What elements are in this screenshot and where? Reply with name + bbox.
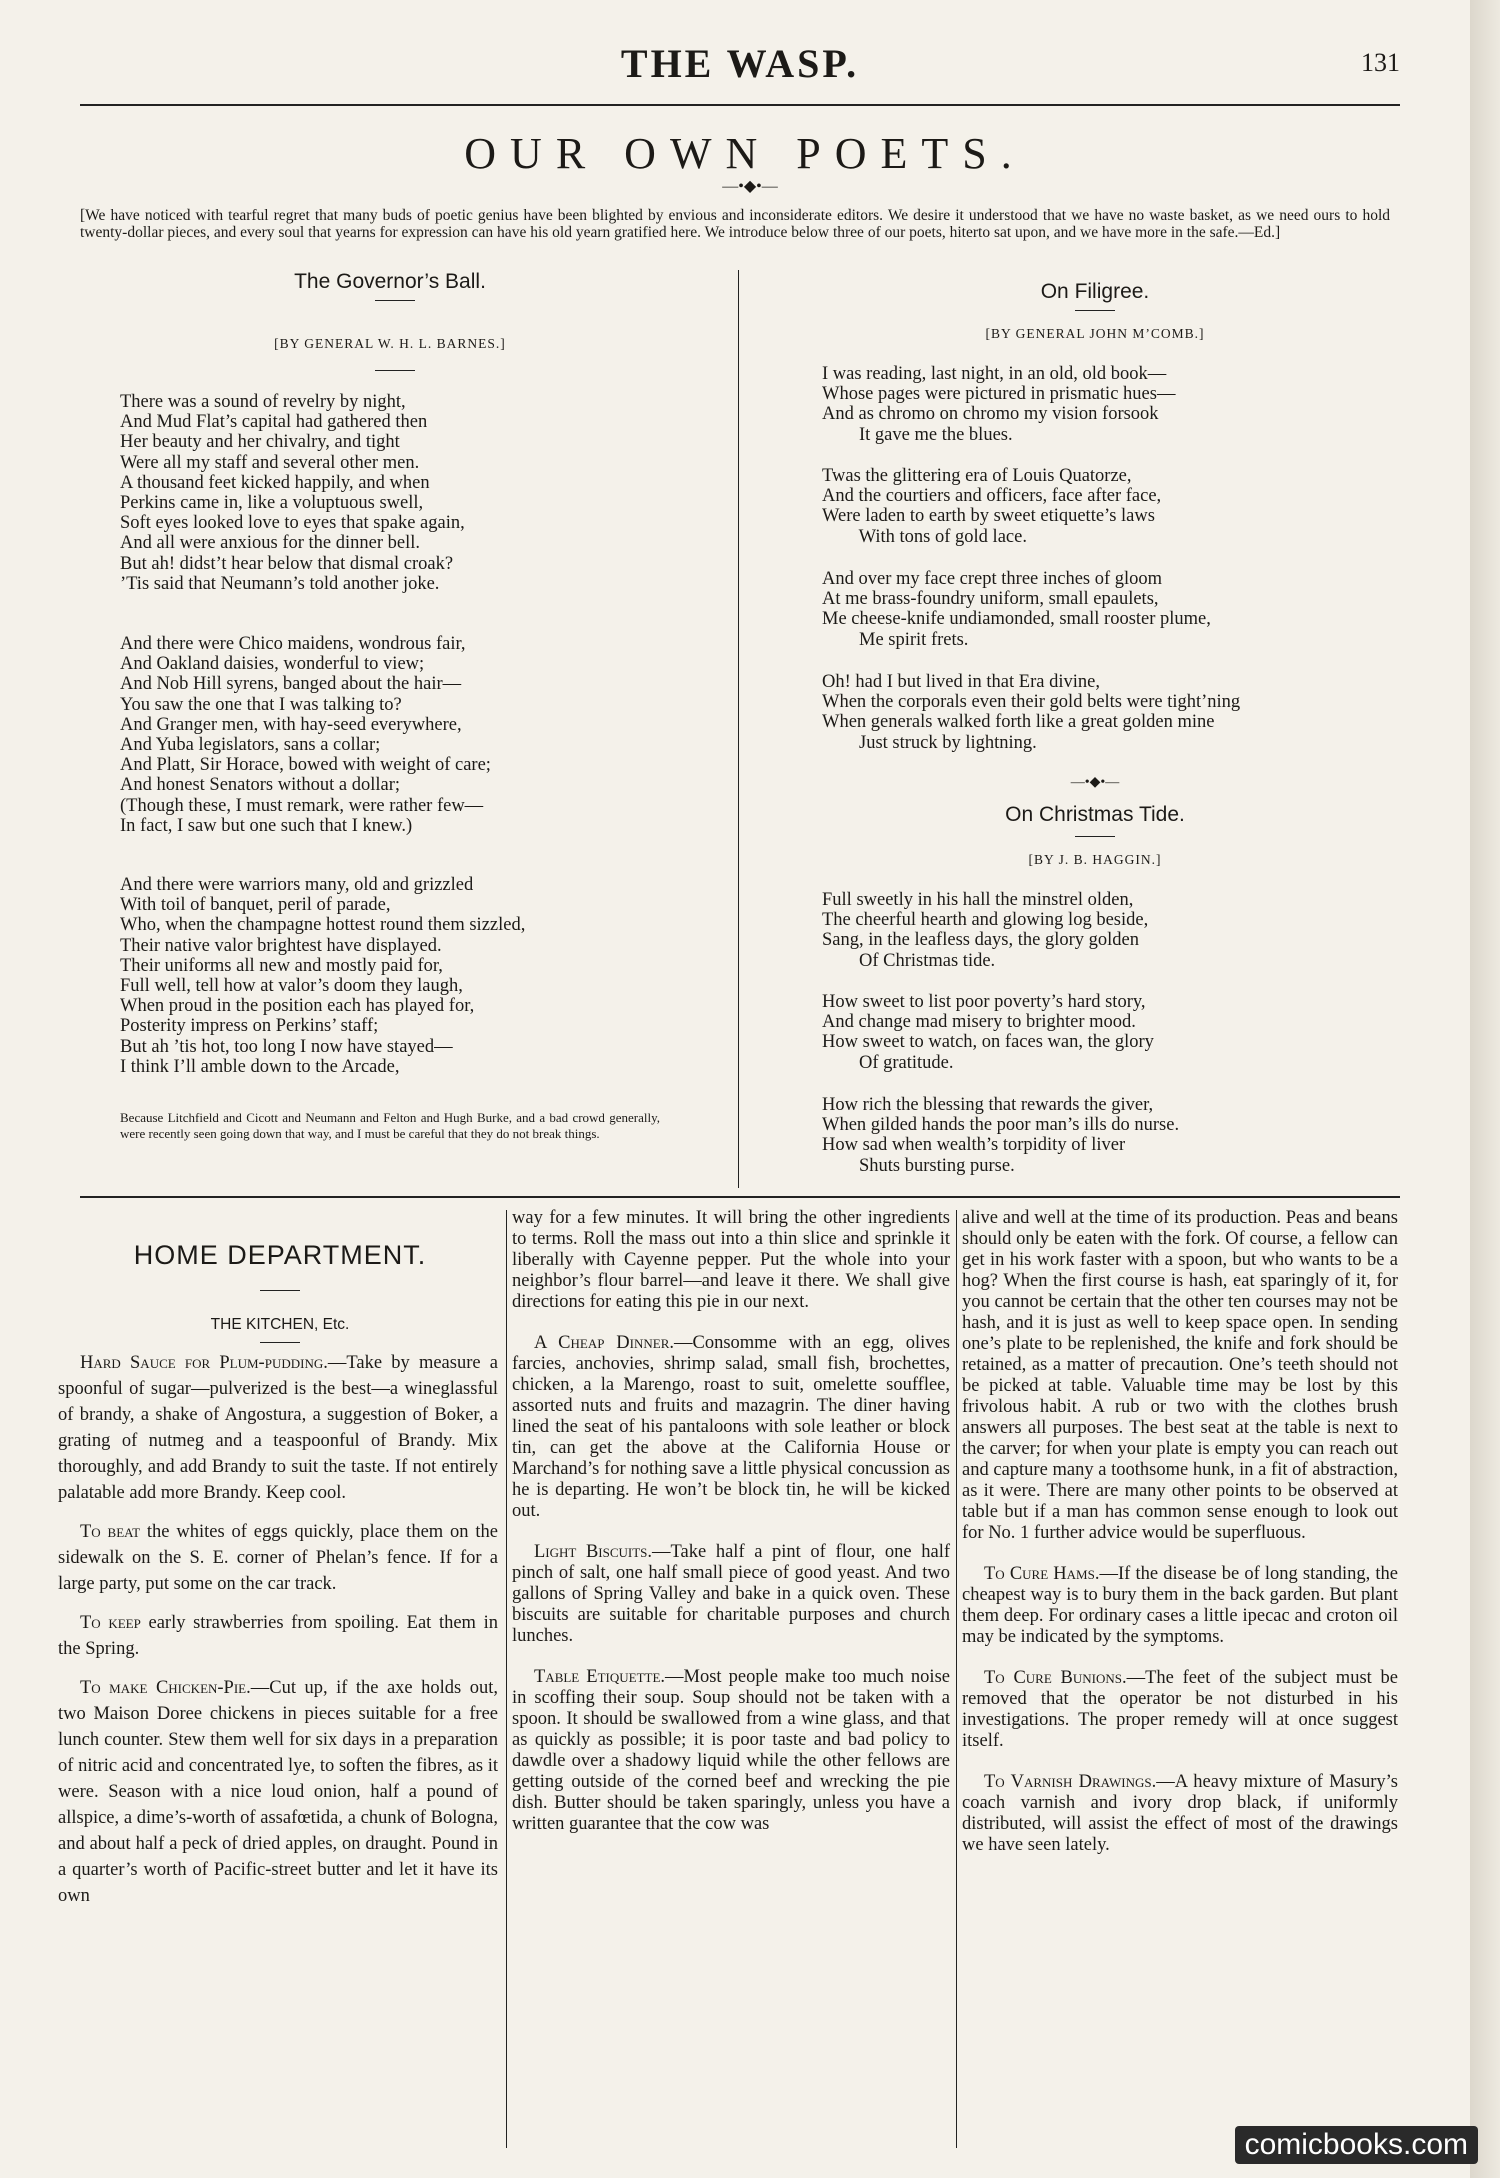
recipe-paragraph: To make Chicken-Pie.—Cut up, if the axe holds out, two Maison Doree chickens in pieces suitable for a free lunch counter. Stew them well for six days in a preparation of nitric acid and concentrated lye, to soften the fibres, as it were. Season with a nice loud onion, half a pound of allspice, a dime’s-worth of assafœtida, a chunk of Bologna, and about half a peck of dried apples, on draught. Pound in a quarter’s worth of Pacific-street butter and let it have its own bbox=[58, 1678, 498, 1906]
home-column-1 bbox=[58, 1350, 498, 1922]
column-divider bbox=[506, 1210, 507, 2148]
masthead-title: THE WASP. bbox=[620, 41, 860, 86]
masthead bbox=[80, 40, 1400, 100]
poem-stanza: And there were warriors many, old and grizzled With toil of banquet, peril of parade, Who, when the champagne hottest round them sizzled, Their native valor brightest have displayed. Their uniforms all new and mostly paid for, Full well, tell how at valor’s doom they laugh, When proud in the position each has played for, Posterity impress on Perkins’ staff; But ah ’tis hot, too long I now have stayed— I think I’ll amble down to the Arcade, bbox=[120, 875, 526, 1077]
home-department-title: HOME DEPARTMENT. bbox=[133, 1240, 427, 1270]
home-column-3 bbox=[962, 1208, 1398, 1876]
subtitle-rule bbox=[260, 1342, 300, 1343]
column-divider bbox=[956, 1210, 957, 2148]
poem-byline: [BY GENERAL W. H. L. BARNES.] bbox=[274, 336, 506, 351]
poem-stanza: I was reading, last night, in an old, old book— Whose pages were pictured in prismatic hues— And as chromo on chromo my vision forsook It gave me the blues. bbox=[822, 364, 1176, 445]
recipe-paragraph: To keep early strawberries from spoiling. Eat them in the Spring. bbox=[58, 1613, 498, 1659]
title-rule bbox=[1075, 836, 1115, 837]
recipe-paragraph: To beat the whites of eggs quickly, place them on the sidewalk on the S. E. corner of Phelan’s fence. If for a large party, put some on the car track. bbox=[58, 1522, 498, 1594]
poem-byline: [BY J. B. HAGGIN.] bbox=[1028, 852, 1162, 867]
poem-stanza: How rich the blessing that rewards the giver, When gilded hands the poor man’s ills do nurse. How sad when wealth’s torpidity of liver Shuts bursting purse. bbox=[822, 1095, 1180, 1176]
poem-ornament: —•◆•— bbox=[1070, 775, 1120, 790]
poem-title-governors-ball: The Governor’s Ball. bbox=[294, 270, 486, 293]
title-rule bbox=[260, 1290, 300, 1291]
poem-title-on-filigree: On Filigree. bbox=[1040, 280, 1150, 303]
poem-stanza: Full sweetly in his hall the minstrel olden, The cheerful hearth and glowing log beside, Sang, in the leafless days, the glory golden Of Christmas tide. bbox=[822, 890, 1149, 971]
poem-stanza: And over my face crept three inches of gloom At me brass-foundry uniform, small epaulets, Me cheese-knife undiamonded, small rooster plume, Me spirit frets. bbox=[822, 569, 1211, 650]
recipe-paragraph: alive and well at the time of its production. Peas and beans should only be eaten with the fork. Of course, a fellow can get in his work faster with a spoon, but who wants to be a hog? When the first course is hash, eat sparingly of it, for you cannot be certain that the other ten courses may not be hash, and it is just as well to keep space open. In sending one’s plate to be replenished, the knife and fork should be retained, as a matter of precaution. One’s teeth should not be picked at table. Valuable time may be lost by this frivolous habit. A rub or two with the clothes brush answers all purposes. The best seat at the table is next to the carver; for when your plate is empty you can reach out and capture many a toothsome hunk, in a fit of abstraction, as it were. There are many other points to be observed at table but if a man has common sense enough to look out for No. 1 further advice would be superfluous. bbox=[962, 1208, 1398, 1543]
poem-byline: [BY GENERAL JOHN M’COMB.] bbox=[985, 326, 1205, 341]
recipe-paragraph: To Varnish Drawings.—A heavy mixture of Masury’s coach varnish and ivory drop black, if uniformly distributed, will assist the effect of most of the drawings we have seen lately. bbox=[962, 1772, 1398, 1855]
recipe-paragraph: Light Biscuits.—Take half a pint of flour, one half pinch of salt, one half small piece of good yeast. And two gallons of Spring Valley and bake in a quick oven. These biscuits are suitable for charitable purposes and church lunches. bbox=[512, 1542, 950, 1646]
title-rule bbox=[1075, 310, 1115, 311]
section-ornament: —•◆•— bbox=[722, 178, 778, 195]
byline-rule bbox=[375, 370, 415, 371]
poem-footnote: Because Litchfield and Cicott and Neumann and Felton and Hugh Burke, and a bad crowd generally, were recently seen going down that way, and I must be careful that they do not break things. bbox=[120, 1110, 660, 1141]
page-edge bbox=[1470, 0, 1500, 2178]
recipe-paragraph: Hard Sauce for Plum-pudding.—Take by measure a spoonful of sugar—pulverized is the best—a wineglassful of brandy, a shake of Angostura, a suggestion of Boker, a grating of nutmeg and a teaspoonful of Brandy. Mix thoroughly, and add Brandy to suit the taste. If not entirely palatable add more Brandy. Keep cool. bbox=[58, 1353, 498, 1503]
site-watermark: comicbooks.com bbox=[1235, 2126, 1478, 2164]
masthead-rule bbox=[80, 104, 1400, 106]
section-divider bbox=[80, 1196, 1400, 1198]
column-divider bbox=[738, 270, 739, 1188]
poem-stanza: Oh! had I but lived in that Era divine, When the corporals even their gold belts were tight’ning When generals walked forth like a great golden mine Just struck by lightning. bbox=[822, 672, 1241, 753]
poem-stanza: There was a sound of revelry by night, And Mud Flat’s capital had gathered then Her beauty and her chivalry, and tight Were all my staff and several other men. A thousand feet kicked happily, and when Perkins came in, like a voluptuous swell, Soft eyes looked love to eyes that spake again, And all were anxious for the dinner bell. But ah! didst’t hear below that dismal croak? ’Tis said that Neumann’s told another joke. bbox=[120, 392, 465, 594]
title-rule bbox=[375, 300, 415, 301]
recipe-paragraph: A Cheap Dinner.—Consomme with an egg, olives farcies, anchovies, shrimp salad, small fish, brochettes, chicken, a la Marengo, roast to suit, omelette soufflee, assorted nuts and fruits and mazagrin. The diner having lined the seat of his pantaloons with sole leather or block tin, can get the above at the California House or Marchand’s for nothing save a little physical concussion as he is departing. He won’t be block tin, he will be kicked out. bbox=[512, 1333, 950, 1521]
recipe-paragraph: Table Etiquette.—Most people make too much noise in scoffing their soup. Soup should not be taken with a spoon. It should be swallowed from a wine glass, and that as quickly as possible; it is poor taste and bad policy to dawdle over a shadowy liquid while the other fellows are getting outside of the corned beef and wrecking the pie dish. Butter should be taken sparingly, unless you have a written guarantee that the cow was bbox=[512, 1667, 950, 1834]
poem-stanza: Twas the glittering era of Louis Quatorze, And the courtiers and officers, face after face, Were laden to earth by sweet etiquette’s laws With tons of gold lace. bbox=[822, 466, 1162, 547]
home-column-2 bbox=[512, 1208, 950, 1855]
section-title: OUR OWN POETS. bbox=[464, 129, 1026, 178]
recipe-paragraph: To Cure Hams.—If the disease be of long standing, the cheapest way is to bury them in the back garden. But plant them deep. For ordinary cases a little ipecac and croton oil may be indicated by the symptoms. bbox=[962, 1564, 1398, 1647]
recipe-paragraph: way for a few minutes. It will bring the other ingredients to terms. Roll the mass out into a thin slice and sprinkle it liberally with Cayenne pepper. Put the whole into your neighbor’s flour barrel—and leave it there. We shall give directions for eating this pie in our next. bbox=[512, 1208, 950, 1312]
poem-title-on-christmas-tide: On Christmas Tide. bbox=[1005, 803, 1185, 826]
home-subtitle: THE KITCHEN, Etc. bbox=[210, 1316, 350, 1333]
poem-stanza: And there were Chico maidens, wondrous fair, And Oakland daisies, wonderful to view; And Nob Hill syrens, banged about the hair— You saw the one that I was talking to? And Granger men, with hay-seed everywhere, And Yuba legislators, sans a collar; And Platt, Sir Horace, bowed with weight of care; And honest Senators without a dollar; (Though these, I must remark, were rather few— In fact, I saw but one such that I knew.) bbox=[120, 634, 491, 836]
recipe-paragraph: To Cure Bunions.—The feet of the subject must be removed that the operator be not disturbed in his investigations. The proper remedy will at once suggest itself. bbox=[962, 1668, 1398, 1751]
editor-intro: [We have noticed with tearful regret that many buds of poetic genius have been blighted by envious and inconsiderate editors. We desire it understood that we have no waste basket, as we need ours to hold twenty-dollar pieces, and every soul that yearns for expression can have his old yearn gratified here. We introduce below three of our poets, hiterto sat upon, and we have more in the safe.—Ed.] bbox=[80, 207, 1390, 241]
page-number: 131 bbox=[1361, 48, 1400, 77]
poem-stanza: How sweet to list poor poverty’s hard story, And change mad misery to brighter mood. How sweet to watch, on faces wan, the glory Of gratitude. bbox=[822, 992, 1154, 1073]
